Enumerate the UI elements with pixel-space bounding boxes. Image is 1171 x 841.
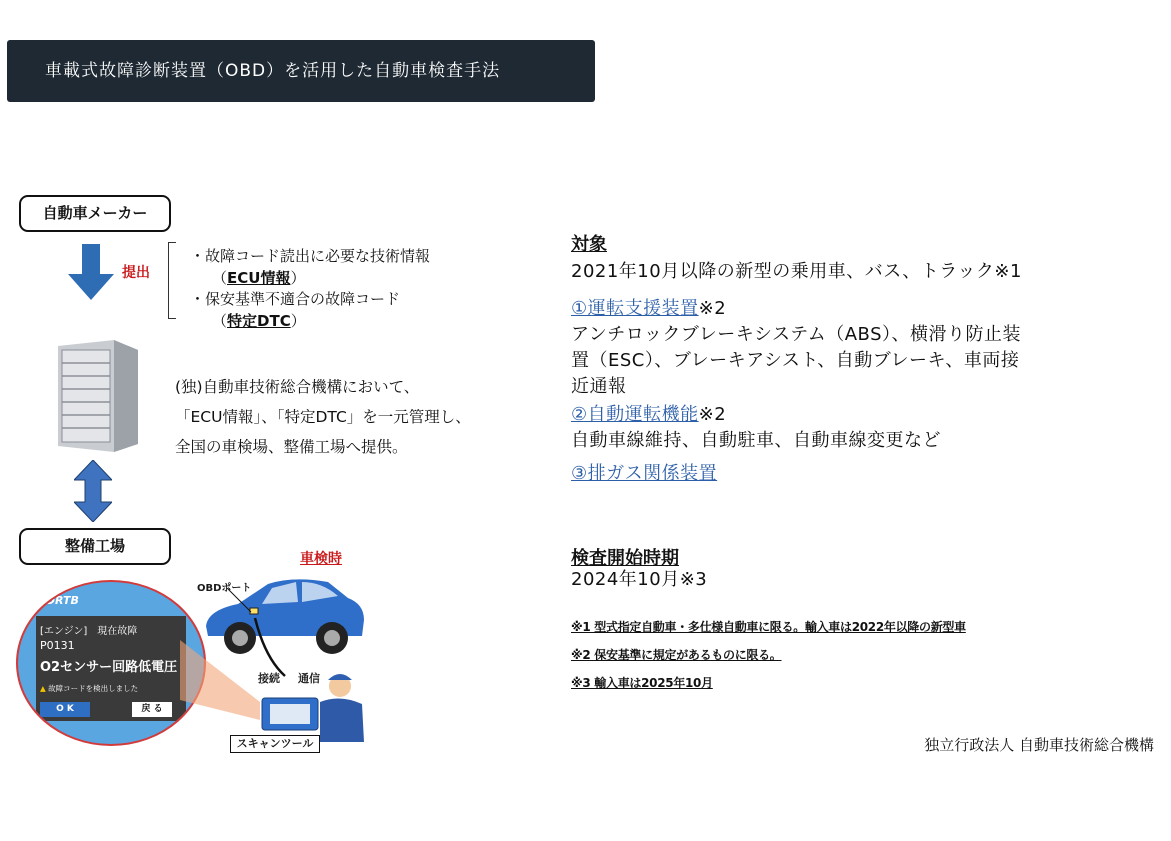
target-item-3-title[interactable]: ③排ガス関係装置 xyxy=(571,463,718,484)
note-2: ※2 保安基準に規定があるものに限る。 xyxy=(571,648,782,662)
target-item-1: ①運転支援装置※2 アンチロックブレーキシステム（ABS）、横滑り防止装 置（ESC）、ブレーキアシスト、自動ブレーキ、車両接 近通報 xyxy=(571,298,1021,397)
start-value: 2024年10月※3 xyxy=(571,569,708,590)
communicate-label: 通信 xyxy=(298,672,320,685)
obd-port-label: OBDポート xyxy=(197,583,252,594)
workshop-box: 整備工場 xyxy=(19,528,171,565)
scanner-screen: SDRTB [エンジン] 現在故障 P0131 O2センサー回路低電圧 ▲ 故障コードを検出しました O K 戻 る xyxy=(36,616,186,721)
down-arrow-icon xyxy=(68,244,114,300)
cable xyxy=(225,588,305,678)
scan-tool-label: スキャンツール xyxy=(230,735,320,753)
header-bar xyxy=(7,40,595,102)
maker-box: 自動車メーカー xyxy=(19,195,171,232)
target-item-3 xyxy=(571,461,717,487)
ok-button: O K xyxy=(40,702,90,717)
targets-intro: 2021年10月以降の新型の乗用車、バス、トラック※1 xyxy=(571,261,1022,282)
footer-organization: 独立行政法人 自動車技術総合機構 xyxy=(924,736,1154,754)
note-1: ※1 型式指定自動車・多仕様自動車に限る。輸入車は2022年以降の新型車 xyxy=(571,620,966,634)
submitted-item-1: ・故障コード読出に必要な技術情報 （ECU情報） xyxy=(190,247,431,287)
scanner-zoom-circle xyxy=(16,580,206,746)
warning-icon: ▲ xyxy=(40,684,46,693)
target-item-1-title[interactable]: ①運転支援装置 xyxy=(571,298,699,319)
submitted-item-2: ・保安基準不適合の故障コード （特定DTC） xyxy=(190,290,401,330)
connect-label: 接続 xyxy=(258,672,280,685)
target-item-2-title[interactable]: ②自動運転機能 xyxy=(571,404,699,425)
description: (独)自動車技術総合機構において、 「ECU情報」、「特定DTC」を一元管理し、 全国の車検場、整備工場へ提供。 xyxy=(175,378,471,456)
back-button: 戻 る xyxy=(132,702,172,717)
note-3: ※3 輸入車は2025年10月 xyxy=(571,676,713,690)
updown-arrow-icon xyxy=(74,460,112,522)
inspection-label: 車検時 xyxy=(300,551,342,567)
server-icon xyxy=(52,340,140,452)
page-title: 車載式故障診断装置（OBD）を活用した自動車検査手法 xyxy=(45,61,501,81)
target-item-2: ②自動運転機能※2 自動車線維持、自動駐車、自動車線変更など xyxy=(571,404,941,451)
bracket xyxy=(168,242,176,319)
mechanic-icon xyxy=(258,672,368,742)
targets-heading: 対象 xyxy=(571,234,607,255)
submit-label: 提出 xyxy=(122,265,150,281)
start-heading: 検査開始時期 xyxy=(571,548,679,569)
